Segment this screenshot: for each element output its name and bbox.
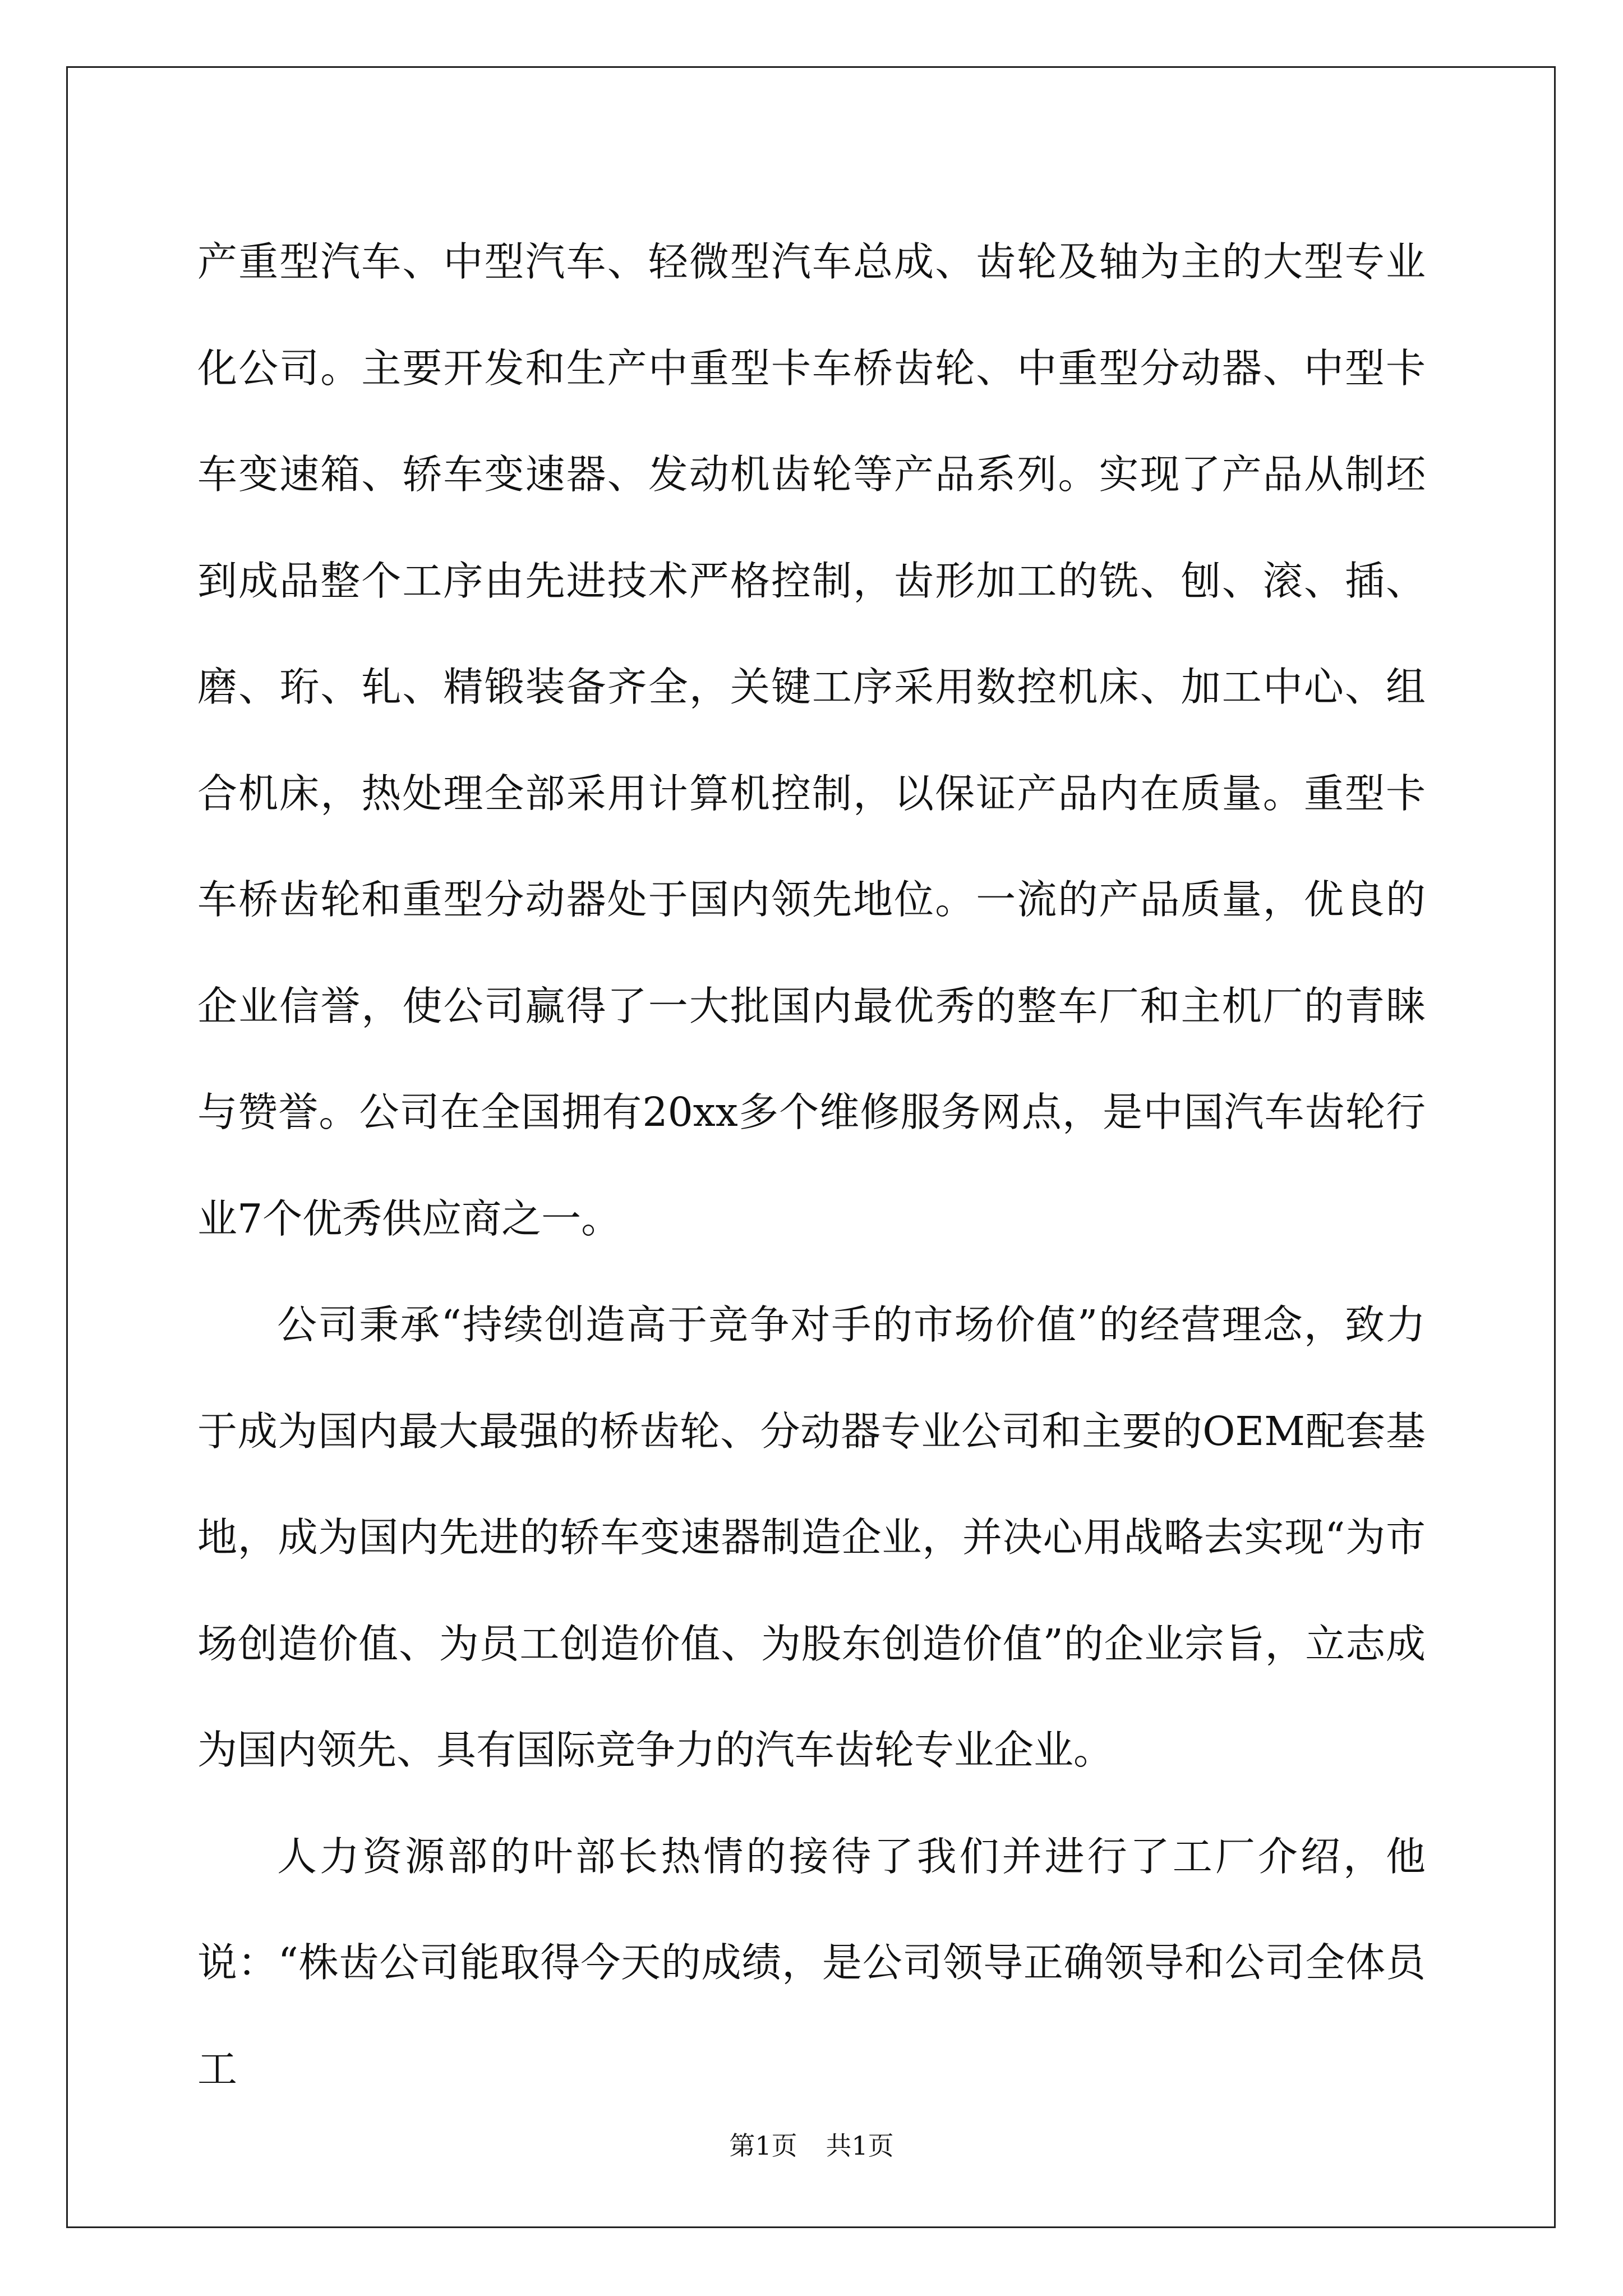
paragraph-business-philosophy: 公司秉承“持续创造高于竞争对手的市场价值”的经营理念，致力于成为国内最大最强的桥齿轮、分动器专业公司和主要的OEM配套基地，成为国内先进的轿车变速器制造企业，并决心用战略去实现“为市场创造价值、为员工创造价值、为股东创造价值”的企业宗旨，立志成为国内领先、具有国际竞争力的汽车齿轮专业企业。 (197, 1301, 1426, 1773)
document-body (197, 209, 1426, 2122)
paragraph-hr-introduction: 人力资源部的叶部长热情的接待了我们并进行了工厂介绍，他说：“株齿公司能取得今天的成绩，是公司领导正确领导和公司全体员工 (197, 1833, 1426, 2092)
page-total: 共1页 (826, 2131, 894, 2161)
page-footer (0, 2129, 1623, 2162)
page-number: 第1页 (729, 2131, 797, 2161)
paragraph-company-products: 产重型汽车、中型汽车、轻微型汽车总成、齿轮及轴为主的大型专业化公司。主要开发和生产中重型卡车桥齿轮、中重型分动器、中型卡车变速箱、轿车变速器、发动机齿轮等产品系列。实现了产品从制坯到成品整个工序由先进技术严格控制，齿形加工的铣、刨、滚、插、磨、珩、轧、精锻装备齐全，关键工序采用数控机床、加工中心、组合机床，热处理全部采用计算机控制，以保证产品内在质量。重型卡车桥齿轮和重型分动器处于国内领先地位。一流的产品质量，优良的企业信誉，使公司赢得了一大批国内最优秀的整车厂和主机厂的青睐与赞誉。公司在全国拥有20xx多个维修服务网点，是中国汽车齿轮行业7个优秀供应商之一。 (197, 238, 1426, 1242)
